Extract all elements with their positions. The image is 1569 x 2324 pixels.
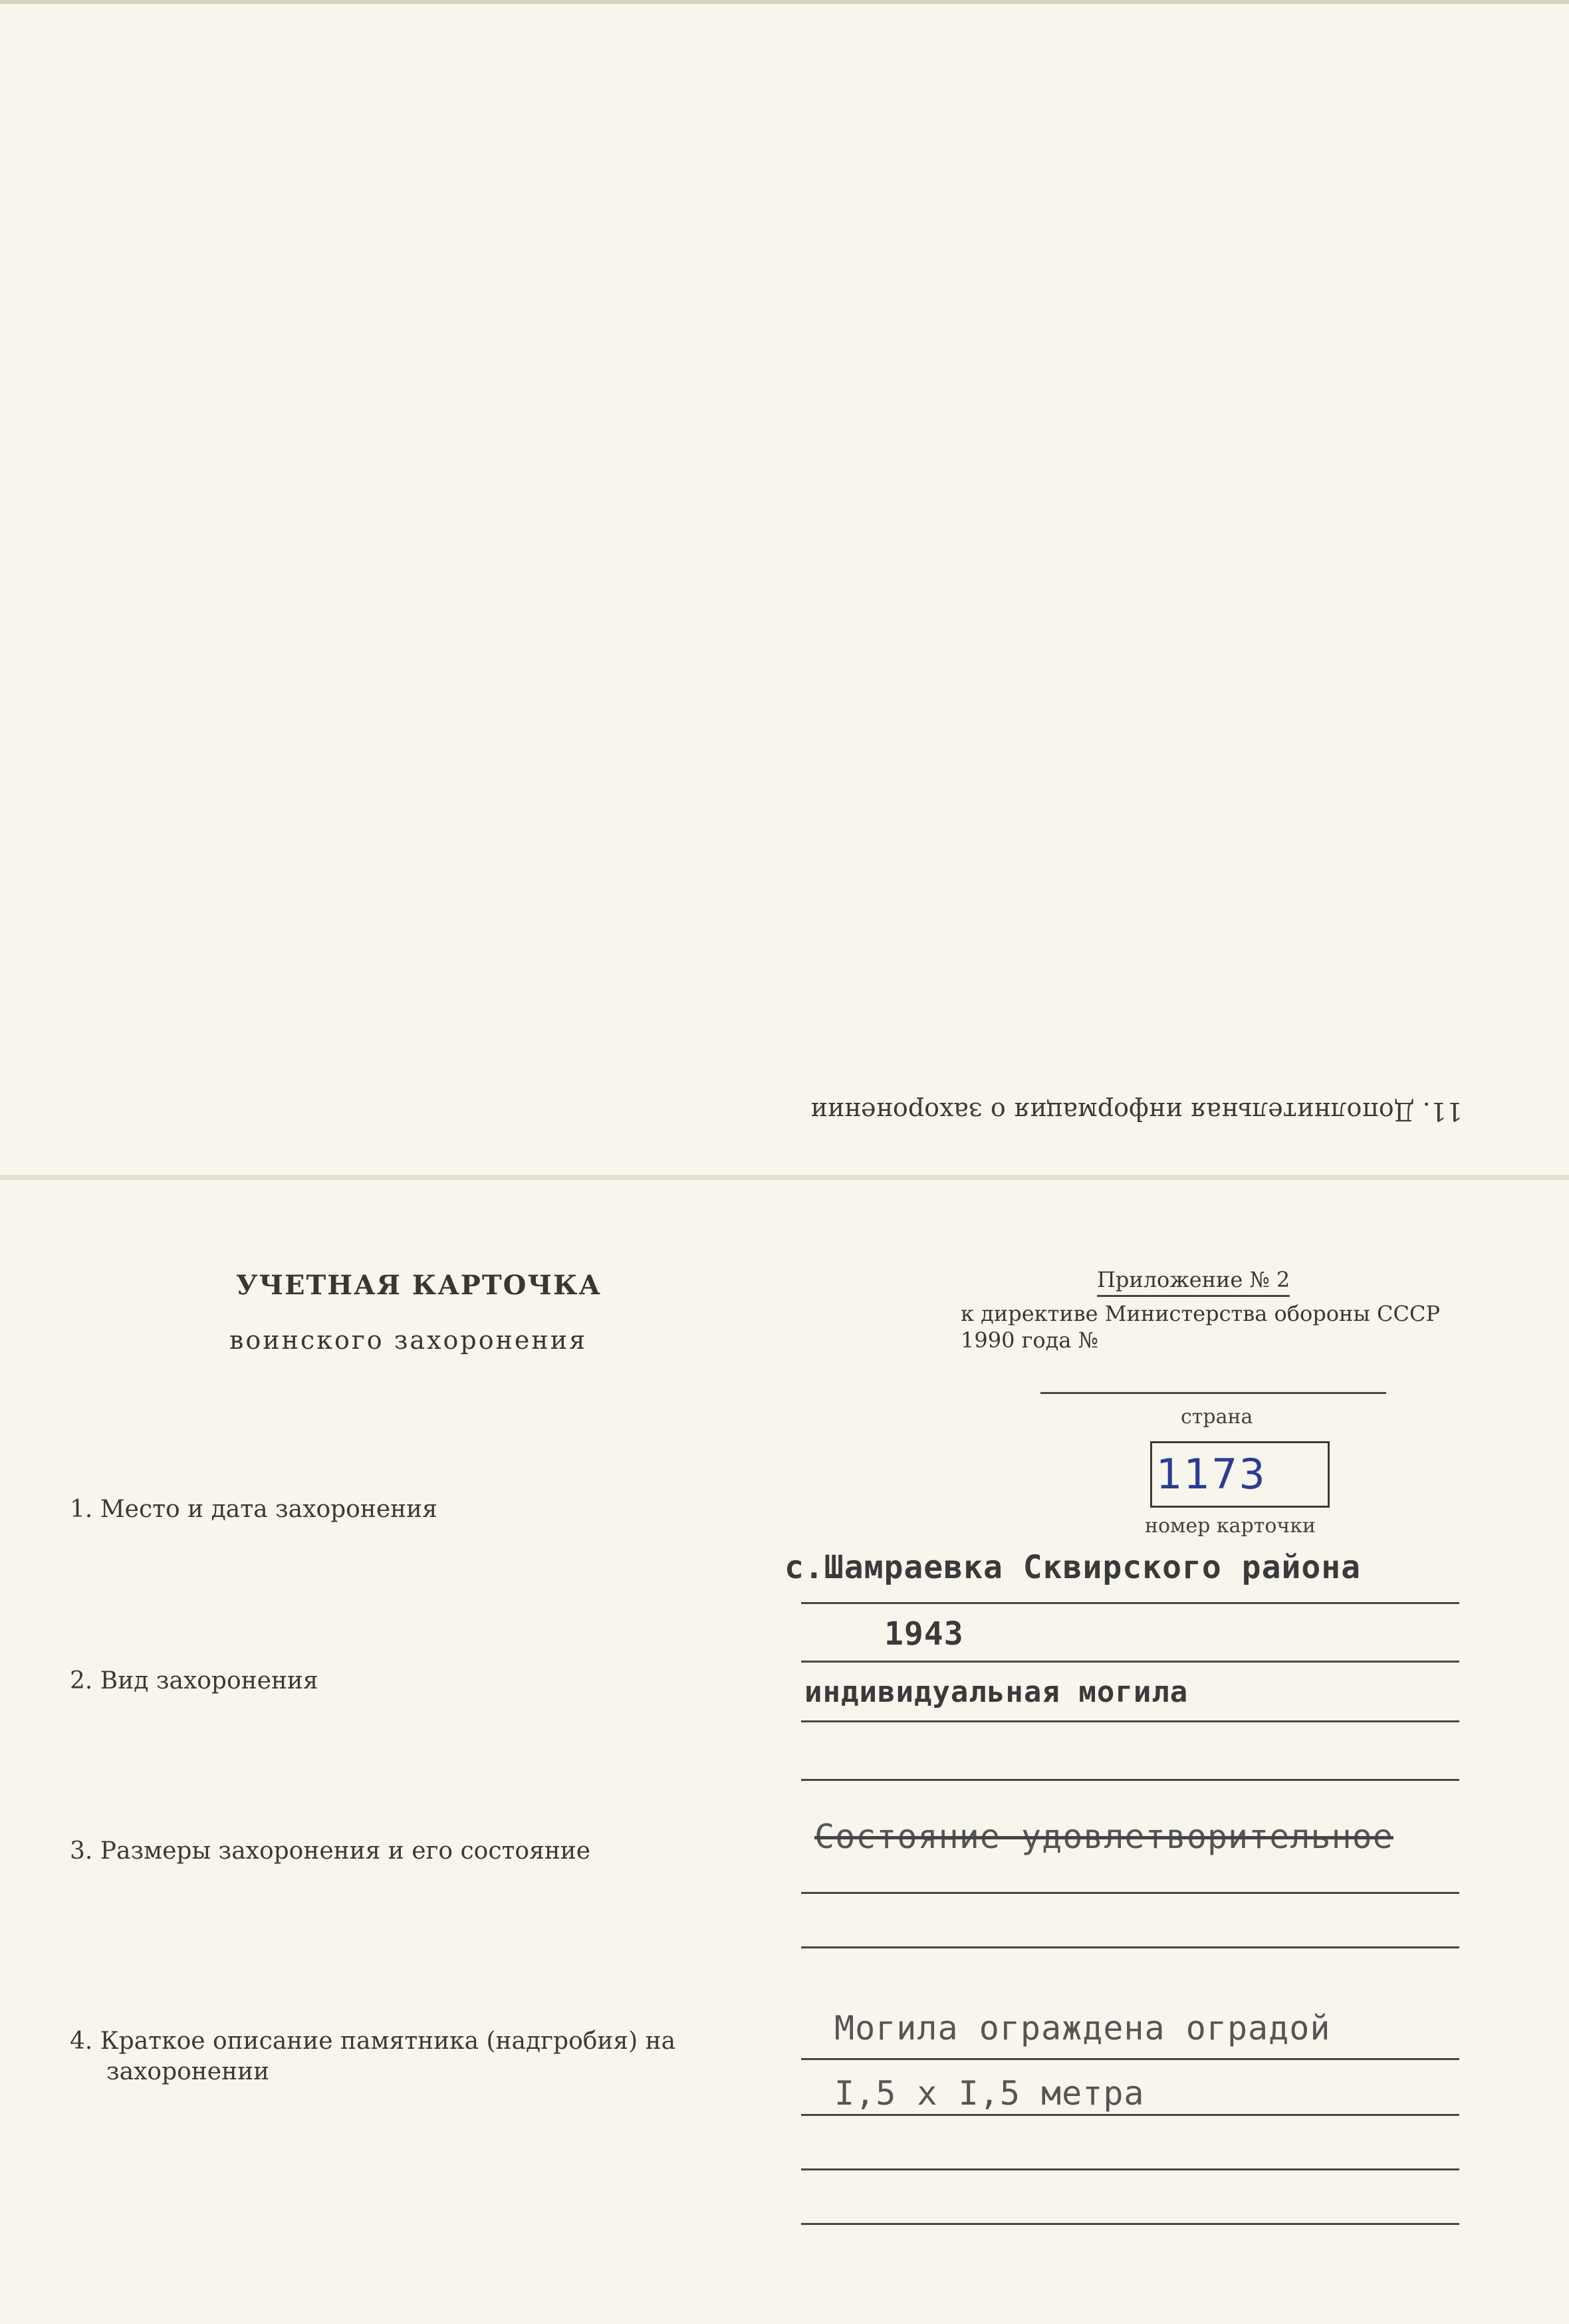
item-4-line-4 [801, 2223, 1459, 2225]
item-1-line-1 [801, 1602, 1459, 1604]
item-4-value-line-2: I,5 x I,5 метра [834, 2074, 1145, 2113]
item-3-strike-guide [801, 1836, 1459, 1838]
item-4-line-1 [801, 2058, 1459, 2060]
item-3-value-line-1: Состояние удовлетворительное [814, 1817, 1393, 1856]
item-1-line-2 [801, 1661, 1459, 1663]
item-4-line-2 [801, 2114, 1459, 2116]
fold-line [0, 1175, 1569, 1180]
card-subtitle: воинского захоронения [229, 1326, 588, 1355]
card-number-label: номер карточки [1145, 1514, 1316, 1538]
card-title: УЧЕТНАЯ КАРТОЧКА [236, 1270, 602, 1301]
card-number-box [1150, 1441, 1330, 1508]
item-1-value-line-2: 1943 [884, 1615, 964, 1653]
additional-info-heading-upside-down: 11. Дополнительная информация о захоронении [810, 1097, 1463, 1126]
item-4-label-line-1: 4. Краткое описание памятника (надгробия) на [70, 2028, 676, 2055]
item-1-value-line-1: с.Шамраевка Сквирского района [784, 1549, 1362, 1586]
item-2-line-2 [801, 1779, 1459, 1781]
item-1-label: 1. Место и дата захоронения [70, 1496, 437, 1523]
directive-text [961, 1300, 1440, 1353]
item-4-value-line-1: Могила ограждена оградой [834, 2009, 1331, 2047]
country-field-line [1040, 1392, 1386, 1394]
item-3-line-3 [801, 1946, 1459, 1948]
item-3-line-2 [801, 1892, 1459, 1894]
item-2-line-1 [801, 1720, 1459, 1722]
item-3-label: 3. Размеры захоронения и его состояние [70, 1837, 591, 1865]
card-number-value: 1173 [1156, 1450, 1267, 1498]
country-label: страна [1181, 1405, 1253, 1429]
page-top-edge [0, 0, 1569, 4]
directive-line-2: 1990 года № [961, 1328, 1098, 1353]
item-2-label: 2. Вид захоронения [70, 1667, 318, 1694]
item-2-value-line-1: индивидуальная могила [804, 1675, 1189, 1709]
item-4-line-3 [801, 2168, 1459, 2170]
item-4-label-line-2: захоронении [106, 2058, 270, 2085]
appendix-label: Приложение № 2 [1097, 1267, 1290, 1297]
directive-line-1: к директиве Министерства обороны СССР [961, 1301, 1440, 1326]
